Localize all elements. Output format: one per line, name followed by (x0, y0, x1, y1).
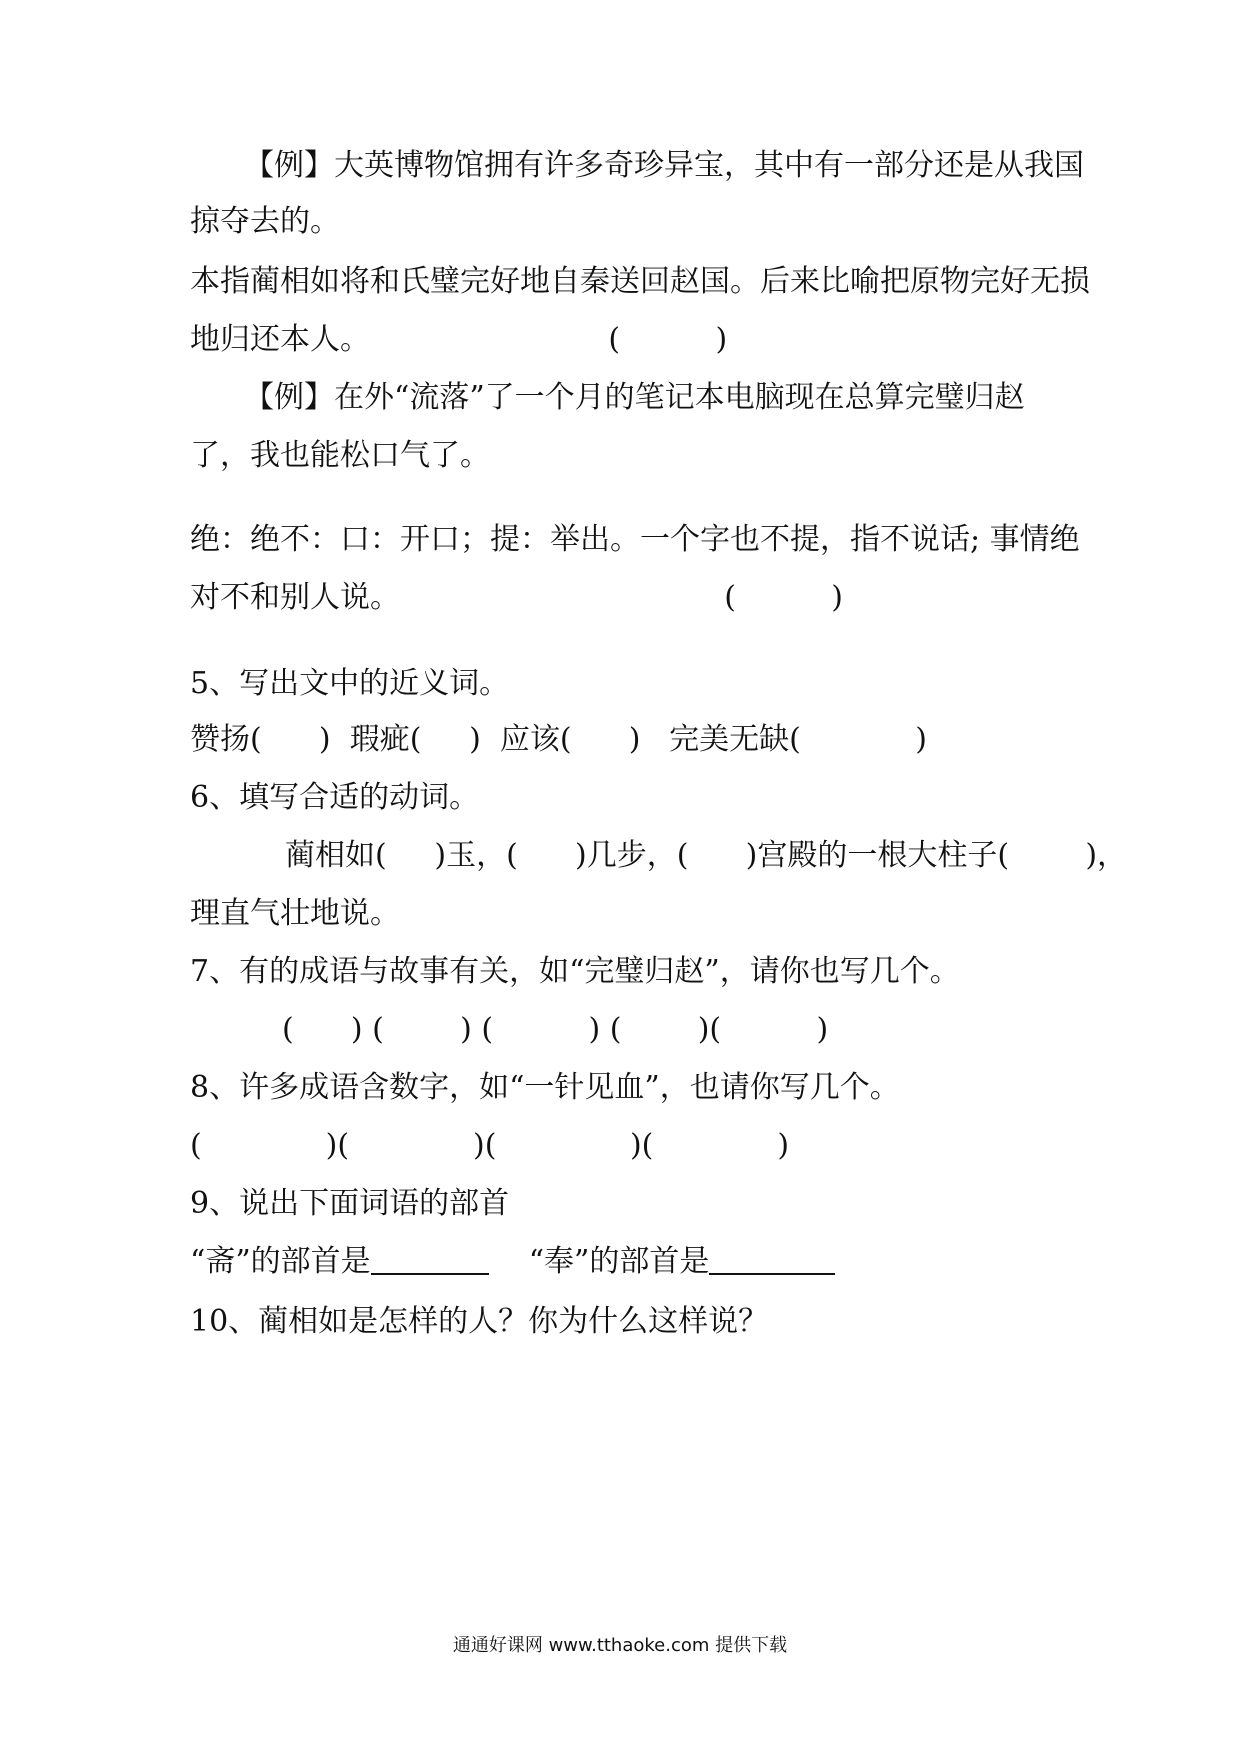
radical-answer-blank-1[interactable] (371, 1273, 489, 1275)
question-5-answers: 赞扬( ) 瑕疵( ) 应该( ) 完美无缺( ) (190, 722, 927, 757)
question-9-title: 9、说出下面词语的部首 (190, 1186, 510, 1221)
page-footer: 通通好课网 www.tthaoke.com 提供下载 (452, 1635, 788, 1656)
question-7-title: 7、有的成语与故事有关，如“完璧归赵”，请你也写几个。 (190, 954, 960, 989)
example-2-line-2: 了，我也能松口气了。 (190, 438, 490, 473)
radical-question-1: “斋”的部首是 (190, 1244, 371, 1279)
example-2-line-1: 【例】在外“流落”了一个月的笔记本电脑现在总算完璧归赵 (244, 380, 1025, 415)
definition-2-line-1: 绝：绝不：口：开口；提：举出。一个字也不提，指不说话; 事情绝 (190, 522, 1080, 557)
question-6-sentence-line-2: 理直气壮地说。 (190, 896, 400, 931)
question-9-answers (190, 1242, 835, 1282)
question-6-sentence-line-1: 蔺相如( )玉，( )几步，( )宫殿的一根大柱子( )， (285, 838, 1128, 873)
definition-1-line-2: 地归还本人。 ( ) (190, 322, 728, 357)
example-1-line-1: 【例】大英博物馆拥有许多奇珍异宝，其中有一部分还是从我国 (244, 148, 1084, 183)
definition-2-line-2: 对不和别人说。 ( ) (190, 580, 843, 615)
question-10-title: 10、蔺相如是怎样的人？你为什么这样说？ (190, 1304, 769, 1339)
question-6-title: 6、填写合适的动词。 (190, 780, 480, 815)
question-8-title: 8、许多成语含数字，如“一针见血”，也请你写几个。 (190, 1070, 900, 1105)
question-7-answers: ( ) ( ) ( ) ( )( ) (282, 1012, 829, 1047)
radical-answer-blank-2[interactable] (709, 1273, 835, 1275)
definition-1-line-1: 本指蔺相如将和氏璧完好地自秦送回赵国。后来比喻把原物完好无损 (190, 264, 1090, 299)
question-5-title: 5、写出文中的近义词。 (190, 666, 510, 701)
radical-question-2: “奉”的部首是 (528, 1244, 710, 1279)
question-8-answers: ( )( )( )( ) (190, 1128, 790, 1163)
example-1-line-2: 掠夺去的。 (190, 204, 340, 239)
